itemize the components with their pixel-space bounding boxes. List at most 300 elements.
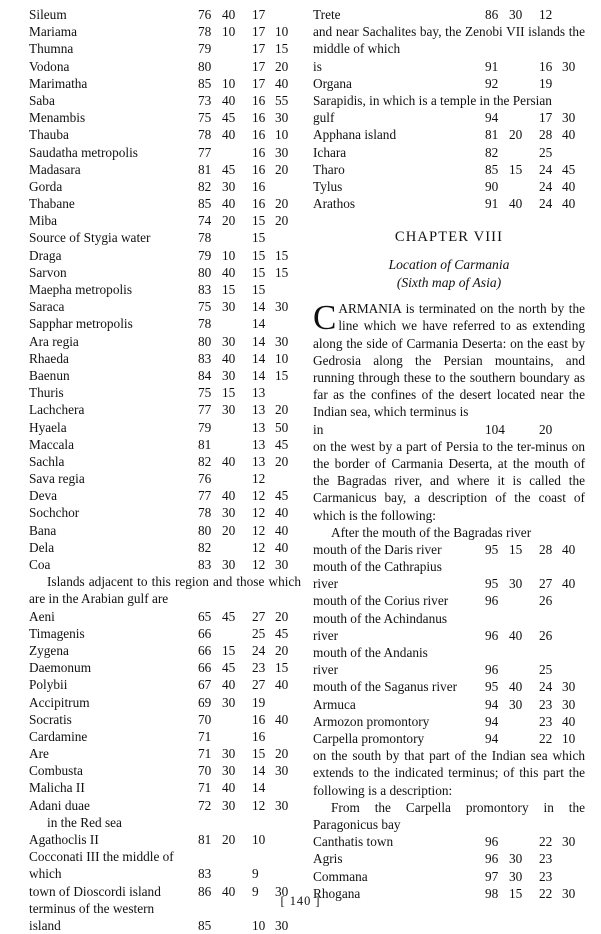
longitude-minutes: 30: [509, 868, 523, 884]
latitude-minutes: 20: [275, 58, 289, 74]
latitude-minutes: 55: [275, 92, 289, 108]
longitude-minutes: 20: [222, 213, 236, 229]
longitude-degrees: 95: [485, 541, 499, 557]
latitude-minutes: 30: [275, 333, 289, 349]
longitude-minutes: 30: [222, 333, 236, 349]
longitude-degrees: 84: [198, 367, 212, 383]
longitude-degrees: 95: [485, 576, 499, 592]
longitude-degrees: 66: [198, 660, 212, 676]
longitude-degrees: 80: [198, 58, 212, 74]
gazetteer-entry-row: [29, 367, 301, 384]
longitude-degrees: 79: [198, 247, 212, 263]
latitude-minutes: 45: [275, 488, 289, 504]
latitude-degrees: 17: [252, 41, 266, 57]
longitude-minutes: 30: [509, 576, 523, 592]
longitude-minutes: 40: [222, 350, 236, 366]
longitude-degrees: 78: [198, 127, 212, 143]
latitude-degrees: 14: [252, 350, 266, 366]
latitude-minutes: 20: [275, 213, 289, 229]
longitude-degrees: 77: [198, 488, 212, 504]
latitude-degrees: 24: [539, 679, 553, 695]
place-name: Tharo: [313, 161, 345, 177]
latitude-degrees: 16: [252, 711, 266, 727]
longitude-minutes: 45: [222, 110, 236, 126]
page-folio: [ 140 ]: [280, 894, 321, 908]
gazetteer-entry-row: [29, 865, 301, 882]
longitude-minutes: 30: [222, 299, 236, 315]
longitude-degrees: 82: [485, 144, 499, 160]
longitude-degrees: 85: [485, 161, 499, 177]
latitude-degrees: 23: [539, 851, 553, 867]
latitude-minutes: 10: [275, 350, 289, 366]
latitude-degrees: 12: [252, 505, 266, 521]
latitude-degrees: 25: [539, 144, 553, 160]
latitude-degrees: 17: [252, 58, 266, 74]
latitude-minutes: 15: [275, 660, 289, 676]
longitude-degrees: 71: [198, 780, 212, 796]
longitude-degrees: 78: [198, 316, 212, 332]
place-name: Gorda: [29, 178, 63, 194]
place-name: Canthatis town: [313, 834, 394, 850]
longitude-minutes: 45: [222, 660, 236, 676]
gazetteer-entry-row: [29, 350, 301, 367]
continuation-line: mouth of the Andanis: [313, 645, 428, 661]
place-name: Ichara: [313, 144, 347, 160]
longitude-degrees: 76: [198, 7, 212, 22]
gazetteer-entry-row: [29, 676, 301, 693]
gazetteer-entry-row: [313, 678, 585, 695]
latitude-minutes: 40: [562, 127, 576, 143]
latitude-degrees: 28: [539, 541, 553, 557]
longitude-degrees: 96: [485, 593, 499, 609]
longitude-minutes: 15: [509, 161, 523, 177]
latitude-minutes: 15: [275, 367, 289, 383]
place-name: Rhogana: [313, 885, 361, 901]
place-name: Aeni: [29, 608, 55, 624]
gazetteer-entry-row: [29, 109, 301, 126]
place-name: Agris: [313, 851, 343, 867]
latitude-minutes: 15: [275, 264, 289, 280]
place-name: Draga: [29, 247, 62, 263]
place-name: Saudatha metropolis: [29, 144, 138, 160]
place-name: Armozon promontory: [313, 713, 430, 729]
gazetteer-entry-row: [313, 178, 585, 195]
latitude-minutes: 10: [275, 24, 289, 40]
latitude-minutes: 40: [275, 505, 289, 521]
opening-paragraph-text: ARMANIA is terminated on the north by the line which we have referred to as extending along the side of Carmania Deserta: on the east by Gedrosia along the Persian mountains, and running through these to the southern boundary as far as the confines of the desert located near the Indian sea, which terminus is: [313, 301, 585, 420]
gazetteer-entry-row: [313, 161, 585, 178]
latitude-minutes: 30: [275, 797, 289, 813]
gazetteer-entry-row: [29, 625, 301, 642]
chapter-heading: CHAPTER VIII: [394, 229, 504, 246]
place-name: Agathoclis II: [29, 832, 99, 848]
longitude-degrees: 85: [198, 75, 212, 91]
place-name: Thabane: [29, 196, 75, 212]
place-name: Tylus: [313, 178, 343, 194]
longitude-minutes: 30: [222, 694, 236, 710]
prose-paragraph: Islands adjacent to this region and those which are in the Arabian gulf are: [29, 574, 301, 607]
gazetteer-entry-row: [313, 126, 585, 143]
chapter-subtitle-line-1: Location of Carmania: [388, 257, 510, 273]
latitude-minutes: 30: [562, 679, 576, 695]
latitude-degrees: 17: [252, 7, 266, 22]
longitude-minutes: 40: [222, 677, 236, 693]
gazetteer-entry-row: [29, 711, 301, 728]
latitude-degrees: 14: [252, 333, 266, 349]
longitude-degrees: 81: [198, 436, 212, 452]
gazetteer-entry-row: [29, 75, 301, 92]
longitude-degrees: 79: [198, 41, 212, 57]
longitude-degrees: 66: [198, 642, 212, 658]
gazetteer-entry-row: [313, 195, 585, 212]
gazetteer-entry-row: [29, 144, 301, 161]
latitude-minutes: 40: [562, 541, 576, 557]
longitude-minutes: 40: [222, 7, 236, 22]
longitude-degrees: 96: [485, 662, 499, 678]
continuation-line: terminus of the western: [29, 900, 155, 916]
place-name: Trete: [313, 7, 341, 22]
longitude-degrees: 98: [485, 885, 499, 901]
gazetteer-entry-row: [29, 281, 301, 298]
latitude-degrees: 28: [539, 127, 553, 143]
longitude-minutes: 40: [222, 780, 236, 796]
gazetteer-entry-row: [313, 627, 585, 644]
latitude-minutes: 30: [275, 557, 289, 572]
latitude-minutes: 40: [562, 576, 576, 592]
longitude-minutes: 40: [509, 627, 523, 643]
place-name: Zygena: [29, 642, 69, 658]
longitude-minutes: 15: [222, 385, 236, 401]
longitude-minutes: 20: [222, 522, 236, 538]
latitude-degrees: 12: [539, 7, 553, 22]
latitude-degrees: 12: [252, 522, 266, 538]
gazetteer-entry-row: [313, 421, 585, 438]
gazetteer-entry-row: [29, 401, 301, 418]
place-name: Coa: [29, 557, 51, 572]
gazetteer-entry-row: [313, 144, 585, 161]
gazetteer-entry-row: [29, 797, 301, 814]
latitude-degrees: 14: [252, 316, 266, 332]
place-name: Hyaela: [29, 419, 67, 435]
latitude-minutes: 40: [562, 713, 576, 729]
latitude-degrees: 27: [252, 677, 266, 693]
place-name: Cardamine: [29, 728, 88, 744]
gazetteer-entry-row: [29, 539, 301, 556]
latitude-degrees: 9: [252, 883, 259, 899]
longitude-degrees: 80: [198, 264, 212, 280]
longitude-degrees: 90: [485, 178, 499, 194]
longitude-minutes: 45: [222, 608, 236, 624]
longitude-degrees: 67: [198, 677, 212, 693]
latitude-minutes: 30: [275, 299, 289, 315]
place-name: Maccala: [29, 436, 75, 452]
place-name: Combusta: [29, 763, 83, 779]
latitude-degrees: 23: [252, 660, 266, 676]
longitude-degrees: 79: [198, 419, 212, 435]
place-name: Menambis: [29, 110, 86, 126]
longitude-degrees: 81: [198, 161, 212, 177]
place-name: Bana: [29, 522, 57, 538]
longitude-degrees: 94: [485, 713, 499, 729]
place-name: Sachla: [29, 453, 65, 469]
longitude-degrees: 92: [485, 75, 499, 91]
gazetteer-entry-row: [29, 642, 301, 659]
longitude-minutes: 30: [222, 505, 236, 521]
place-name: Carpella promontory: [313, 730, 425, 746]
longitude-degrees: 75: [198, 299, 212, 315]
place-name: Saba: [29, 92, 55, 108]
gazetteer-entry-row: [313, 850, 585, 867]
latitude-degrees: 13: [252, 385, 266, 401]
latitude-degrees: 24: [539, 178, 553, 194]
latitude-minutes: 50: [275, 419, 289, 435]
latitude-degrees: 26: [539, 593, 553, 609]
place-name: Commana: [313, 868, 368, 884]
longitude-degrees: 78: [198, 230, 212, 246]
longitude-degrees: 70: [198, 711, 212, 727]
longitude-degrees: 72: [198, 797, 212, 813]
latitude-minutes: 40: [275, 522, 289, 538]
longitude-minutes: 30: [222, 557, 236, 572]
longitude-degrees: 81: [198, 832, 212, 848]
longitude-minutes: 15: [222, 282, 236, 297]
gazetteer-entry-row: [29, 504, 301, 521]
place-name: town of Dioscordi island: [29, 883, 161, 899]
longitude-minutes: 10: [222, 24, 236, 40]
latitude-minutes: 20: [275, 196, 289, 212]
gazetteer-entry-row: [29, 470, 301, 487]
latitude-degrees: 15: [252, 230, 266, 246]
gazetteer-entry-row: [29, 264, 301, 281]
longitude-degrees: 75: [198, 385, 212, 401]
longitude-minutes: 40: [222, 196, 236, 212]
longitude-degrees: 85: [198, 917, 212, 933]
gazetteer-entry-row: [29, 556, 301, 573]
latitude-degrees: 19: [252, 694, 266, 710]
latitude-degrees: 14: [252, 299, 266, 315]
gazetteer-entry-row: [29, 40, 301, 57]
longitude-minutes: 20: [222, 832, 236, 848]
place-name: is: [313, 58, 322, 74]
longitude-degrees: 95: [485, 679, 499, 695]
place-name: Deva: [29, 488, 58, 504]
latitude-degrees: 12: [252, 539, 266, 555]
latitude-degrees: 16: [252, 728, 266, 744]
place-name: Dela: [29, 539, 55, 555]
latitude-degrees: 12: [252, 557, 266, 572]
gazetteer-entry-row: [29, 58, 301, 75]
longitude-degrees: 77: [198, 144, 212, 160]
gazetteer-entry-row: [29, 178, 301, 195]
gazetteer-entry-row: [313, 661, 585, 678]
drop-cap-letter: C: [313, 298, 337, 338]
longitude-degrees: 96: [485, 851, 499, 867]
gazetteer-entry-row: [29, 608, 301, 625]
latitude-minutes: 30: [275, 917, 289, 933]
latitude-degrees: 22: [539, 834, 553, 850]
latitude-minutes: 30: [562, 110, 576, 126]
longitude-degrees: 94: [485, 110, 499, 126]
longitude-minutes: 45: [222, 161, 236, 177]
latitude-minutes: 20: [275, 642, 289, 658]
longitude-minutes: 40: [222, 264, 236, 280]
latitude-minutes: 20: [275, 402, 289, 418]
longitude-degrees: 80: [198, 333, 212, 349]
gazetteer-entry-row: [29, 487, 301, 504]
place-name: Malicha II: [29, 780, 85, 796]
place-name: mouth of the Corius river: [313, 593, 449, 609]
latitude-degrees: 14: [252, 763, 266, 779]
latitude-degrees: 14: [252, 367, 266, 383]
gazetteer-entry-row: [29, 212, 301, 229]
latitude-minutes: 30: [562, 834, 576, 850]
gazetteer-entry-row: [29, 92, 301, 109]
longitude-degrees: 86: [485, 7, 499, 22]
longitude-minutes: 40: [222, 453, 236, 469]
latitude-minutes: 30: [275, 883, 289, 899]
latitude-minutes: 40: [275, 677, 289, 693]
place-name: Adani duae: [29, 797, 90, 813]
latitude-degrees: 25: [252, 625, 266, 641]
longitude-degrees: 82: [198, 453, 212, 469]
longitude-minutes: 40: [509, 196, 523, 212]
latitude-minutes: 30: [562, 885, 576, 901]
place-name: Sarvon: [29, 264, 67, 280]
prose-paragraph: on the west by a part of Persia to the ter-minus on the border of Carmania Deserta, at the mouth of the Bagradas river, and where it is called the Carmanicus bay, a description of the coast of which is the following:: [313, 438, 585, 523]
longitude-degrees: 91: [485, 58, 499, 74]
gazetteer-entry-row: [29, 659, 301, 676]
longitude-degrees: 70: [198, 763, 212, 779]
gazetteer-entry-row: [313, 696, 585, 713]
longitude-degrees: 83: [198, 282, 212, 297]
place-name: Arathos: [313, 196, 356, 212]
longitude-degrees: 78: [198, 24, 212, 40]
place-name: Polybii: [29, 677, 68, 693]
latitude-minutes: 15: [275, 41, 289, 57]
gazetteer-entry-row: [29, 384, 301, 401]
left-text-column: [29, 6, 301, 934]
gazetteer-entry-row: [29, 315, 301, 332]
longitude-degrees: 73: [198, 92, 212, 108]
longitude-degrees: 69: [198, 694, 212, 710]
longitude-degrees: 78: [198, 505, 212, 521]
latitude-minutes: 30: [562, 696, 576, 712]
latitude-degrees: 19: [539, 75, 553, 91]
latitude-minutes: 20: [275, 161, 289, 177]
longitude-minutes: 30: [509, 851, 523, 867]
place-name: Marimatha: [29, 75, 88, 91]
longitude-minutes: 15: [509, 541, 523, 557]
gazetteer-entry-row: [313, 730, 585, 747]
latitude-degrees: 16: [252, 110, 266, 126]
gazetteer-entry-row: [29, 522, 301, 539]
gazetteer-entry-row: [29, 195, 301, 212]
gazetteer-entry-row: [29, 779, 301, 796]
gazetteer-entry-row: [313, 541, 585, 558]
longitude-minutes: 15: [509, 885, 523, 901]
latitude-minutes: 40: [275, 711, 289, 727]
gazetteer-entry-row: [313, 868, 585, 885]
longitude-degrees: 97: [485, 868, 499, 884]
longitude-degrees: 81: [485, 127, 499, 143]
longitude-degrees: 94: [485, 730, 499, 746]
longitude-degrees: 86: [198, 883, 212, 899]
latitude-degrees: 16: [252, 92, 266, 108]
longitude-minutes: 10: [222, 247, 236, 263]
longitude-degrees: 83: [198, 866, 212, 882]
latitude-minutes: 20: [275, 746, 289, 762]
latitude-minutes: 45: [275, 625, 289, 641]
gazetteer-entry-row: [29, 453, 301, 470]
longitude-minutes: 30: [509, 7, 523, 22]
place-name: Timagenis: [29, 625, 85, 641]
latitude-degrees: 17: [252, 24, 266, 40]
latitude-minutes: 40: [275, 539, 289, 555]
gazetteer-entry-row: [29, 419, 301, 436]
latitude-degrees: 20: [539, 421, 553, 437]
gazetteer-entry-row: [313, 592, 585, 609]
gazetteer-entry-row: [29, 6, 301, 23]
gazetteer-entry-row: [313, 713, 585, 730]
place-name: Thumna: [29, 41, 74, 57]
gazetteer-entry-row: [29, 762, 301, 779]
latitude-degrees: 9: [252, 866, 259, 882]
longitude-minutes: 30: [222, 763, 236, 779]
latitude-degrees: 27: [252, 608, 266, 624]
longitude-degrees: 82: [198, 539, 212, 555]
longitude-degrees: 75: [198, 110, 212, 126]
latitude-minutes: 15: [275, 247, 289, 263]
gazetteer-entry-row: [29, 23, 301, 40]
latitude-degrees: 13: [252, 402, 266, 418]
gazetteer-entry-row: [313, 575, 585, 592]
longitude-minutes: 20: [509, 127, 523, 143]
longitude-minutes: 40: [222, 488, 236, 504]
place-name: Baenun: [29, 367, 70, 383]
longitude-degrees: 104: [485, 421, 505, 437]
latitude-degrees: 16: [539, 58, 553, 74]
gazetteer-entry-row: [313, 58, 585, 75]
gazetteer-entry-row: [29, 247, 301, 264]
longitude-degrees: 80: [198, 522, 212, 538]
place-name: in: [313, 421, 324, 437]
longitude-minutes: 30: [509, 696, 523, 712]
place-name: Miba: [29, 213, 58, 229]
latitude-degrees: 16: [252, 178, 266, 194]
prose-paragraph: and near Sachalites bay, the Zenobi VII islands the middle of which: [313, 24, 585, 57]
longitude-degrees: 94: [485, 696, 499, 712]
latitude-minutes: 20: [275, 453, 289, 469]
longitude-minutes: 30: [222, 797, 236, 813]
place-name: mouth of the Daris river: [313, 541, 442, 557]
latitude-degrees: 10: [252, 917, 266, 933]
place-name: Lachchera: [29, 402, 85, 418]
longitude-minutes: 40: [222, 92, 236, 108]
latitude-minutes: 40: [562, 178, 576, 194]
continuation-line: Cocconati III the middle of: [29, 849, 174, 865]
latitude-degrees: 22: [539, 730, 553, 746]
continuation-line: Sarapidis, in which is a temple in the Persian: [313, 92, 552, 108]
chapter-subtitle-line-2: (Sixth map of Asia): [396, 274, 502, 290]
place-name: Are: [29, 746, 49, 762]
longitude-degrees: 66: [198, 625, 212, 641]
place-name: which: [29, 866, 62, 882]
longitude-minutes: 15: [222, 642, 236, 658]
longitude-degrees: 96: [485, 834, 499, 850]
gazetteer-entry-row: [313, 833, 585, 850]
latitude-degrees: 13: [252, 419, 266, 435]
prose-paragraph: After the mouth of the Bagradas river: [331, 524, 532, 540]
